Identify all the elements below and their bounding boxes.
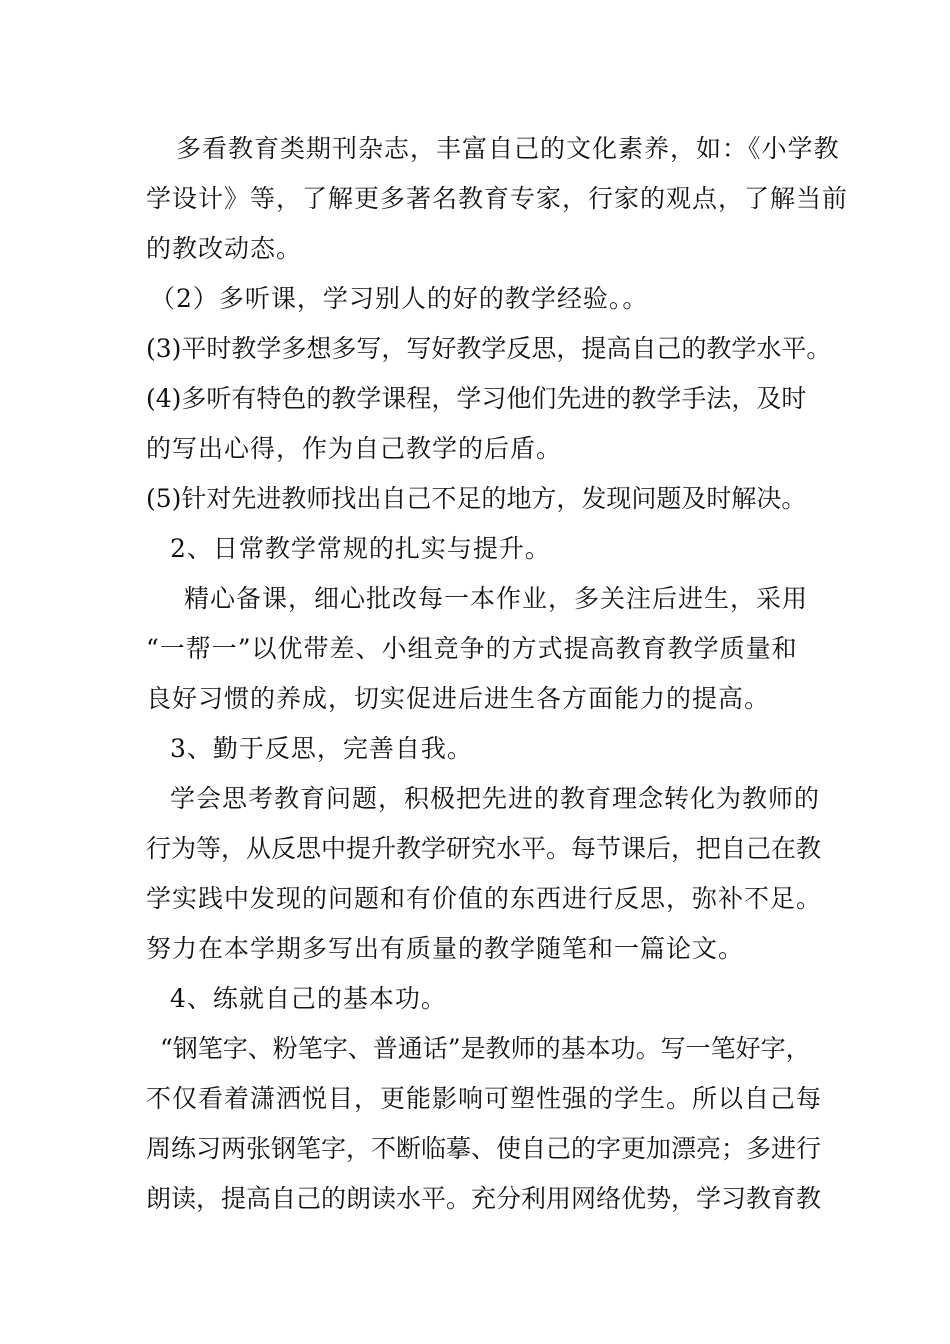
section-heading-3: 3、勤于反思，完善自我。 — [170, 734, 473, 763]
list-item-4-cont: 的写出心得，作为自己教学的后盾。 — [146, 434, 563, 463]
paragraph-line-15: 行为等，从反思中提升教学研究水平。每节课后，把自己在教 — [146, 834, 822, 863]
list-item-3: (3)平时教学多想多写，写好教学反思，提高自己的教学水平。 — [146, 334, 832, 363]
paragraph-line-11: “一帮一”以优带差、小组竞争的方式提高教育教学质量和 — [146, 634, 798, 663]
paragraph-line-21: 周练习两张钢笔字，不断临摹、使自己的字更加漂亮；多进行 — [146, 1134, 822, 1163]
paragraph-line-14: 学会思考教育问题，积极把先进的教育理念转化为教师的 — [170, 784, 821, 813]
section-heading-2: 2、日常教学常规的扎实与提升。 — [170, 534, 551, 563]
paragraph-line-20: 不仅看着潇洒悦目，更能影响可塑性强的学生。所以自己每 — [146, 1084, 823, 1113]
paragraph-line-19: “钢笔字、粉笔字、普通话”是教师的基本功。写一笔好字， — [160, 1034, 811, 1063]
paragraph-line-1: 多看教育类期刊杂志，丰富自己的文化素养，如：《小学教 — [176, 134, 840, 163]
paragraph-line-16: 学实践中发现的问题和有价值的东西进行反思，弥补不足。 — [146, 884, 823, 913]
list-item-4: (4)多听有特色的教学课程，学习他们先进的教学手法，及时 — [146, 384, 807, 413]
paragraph-line-12: 良好习惯的养成，切实促进后进生各方面能力的提高。 — [146, 684, 771, 713]
list-item-5: (5)针对先进教师找出自己不足的地方，发现问题及时解决。 — [146, 484, 807, 513]
paragraph-line-17: 努力在本学期多写出有质量的教学随笔和一篇论文。 — [146, 934, 745, 963]
paragraph-line-3: 的教改动态。 — [146, 234, 303, 263]
paragraph-line-22: 朗读，提高自己的朗读水平。充分利用网络优势，学习教育教 — [146, 1184, 822, 1213]
paragraph-line-10: 精心备课，细心批改每一本作业，多关注后进生，采用 — [184, 584, 809, 613]
list-item-2: （2）多听课，学习别人的好的教学经验。。 — [150, 284, 649, 313]
section-heading-4: 4、练就自己的基本功。 — [170, 984, 447, 1013]
paragraph-line-2: 学设计》等，了解更多著名教育专家，行家的观点，了解当前 — [146, 184, 849, 213]
